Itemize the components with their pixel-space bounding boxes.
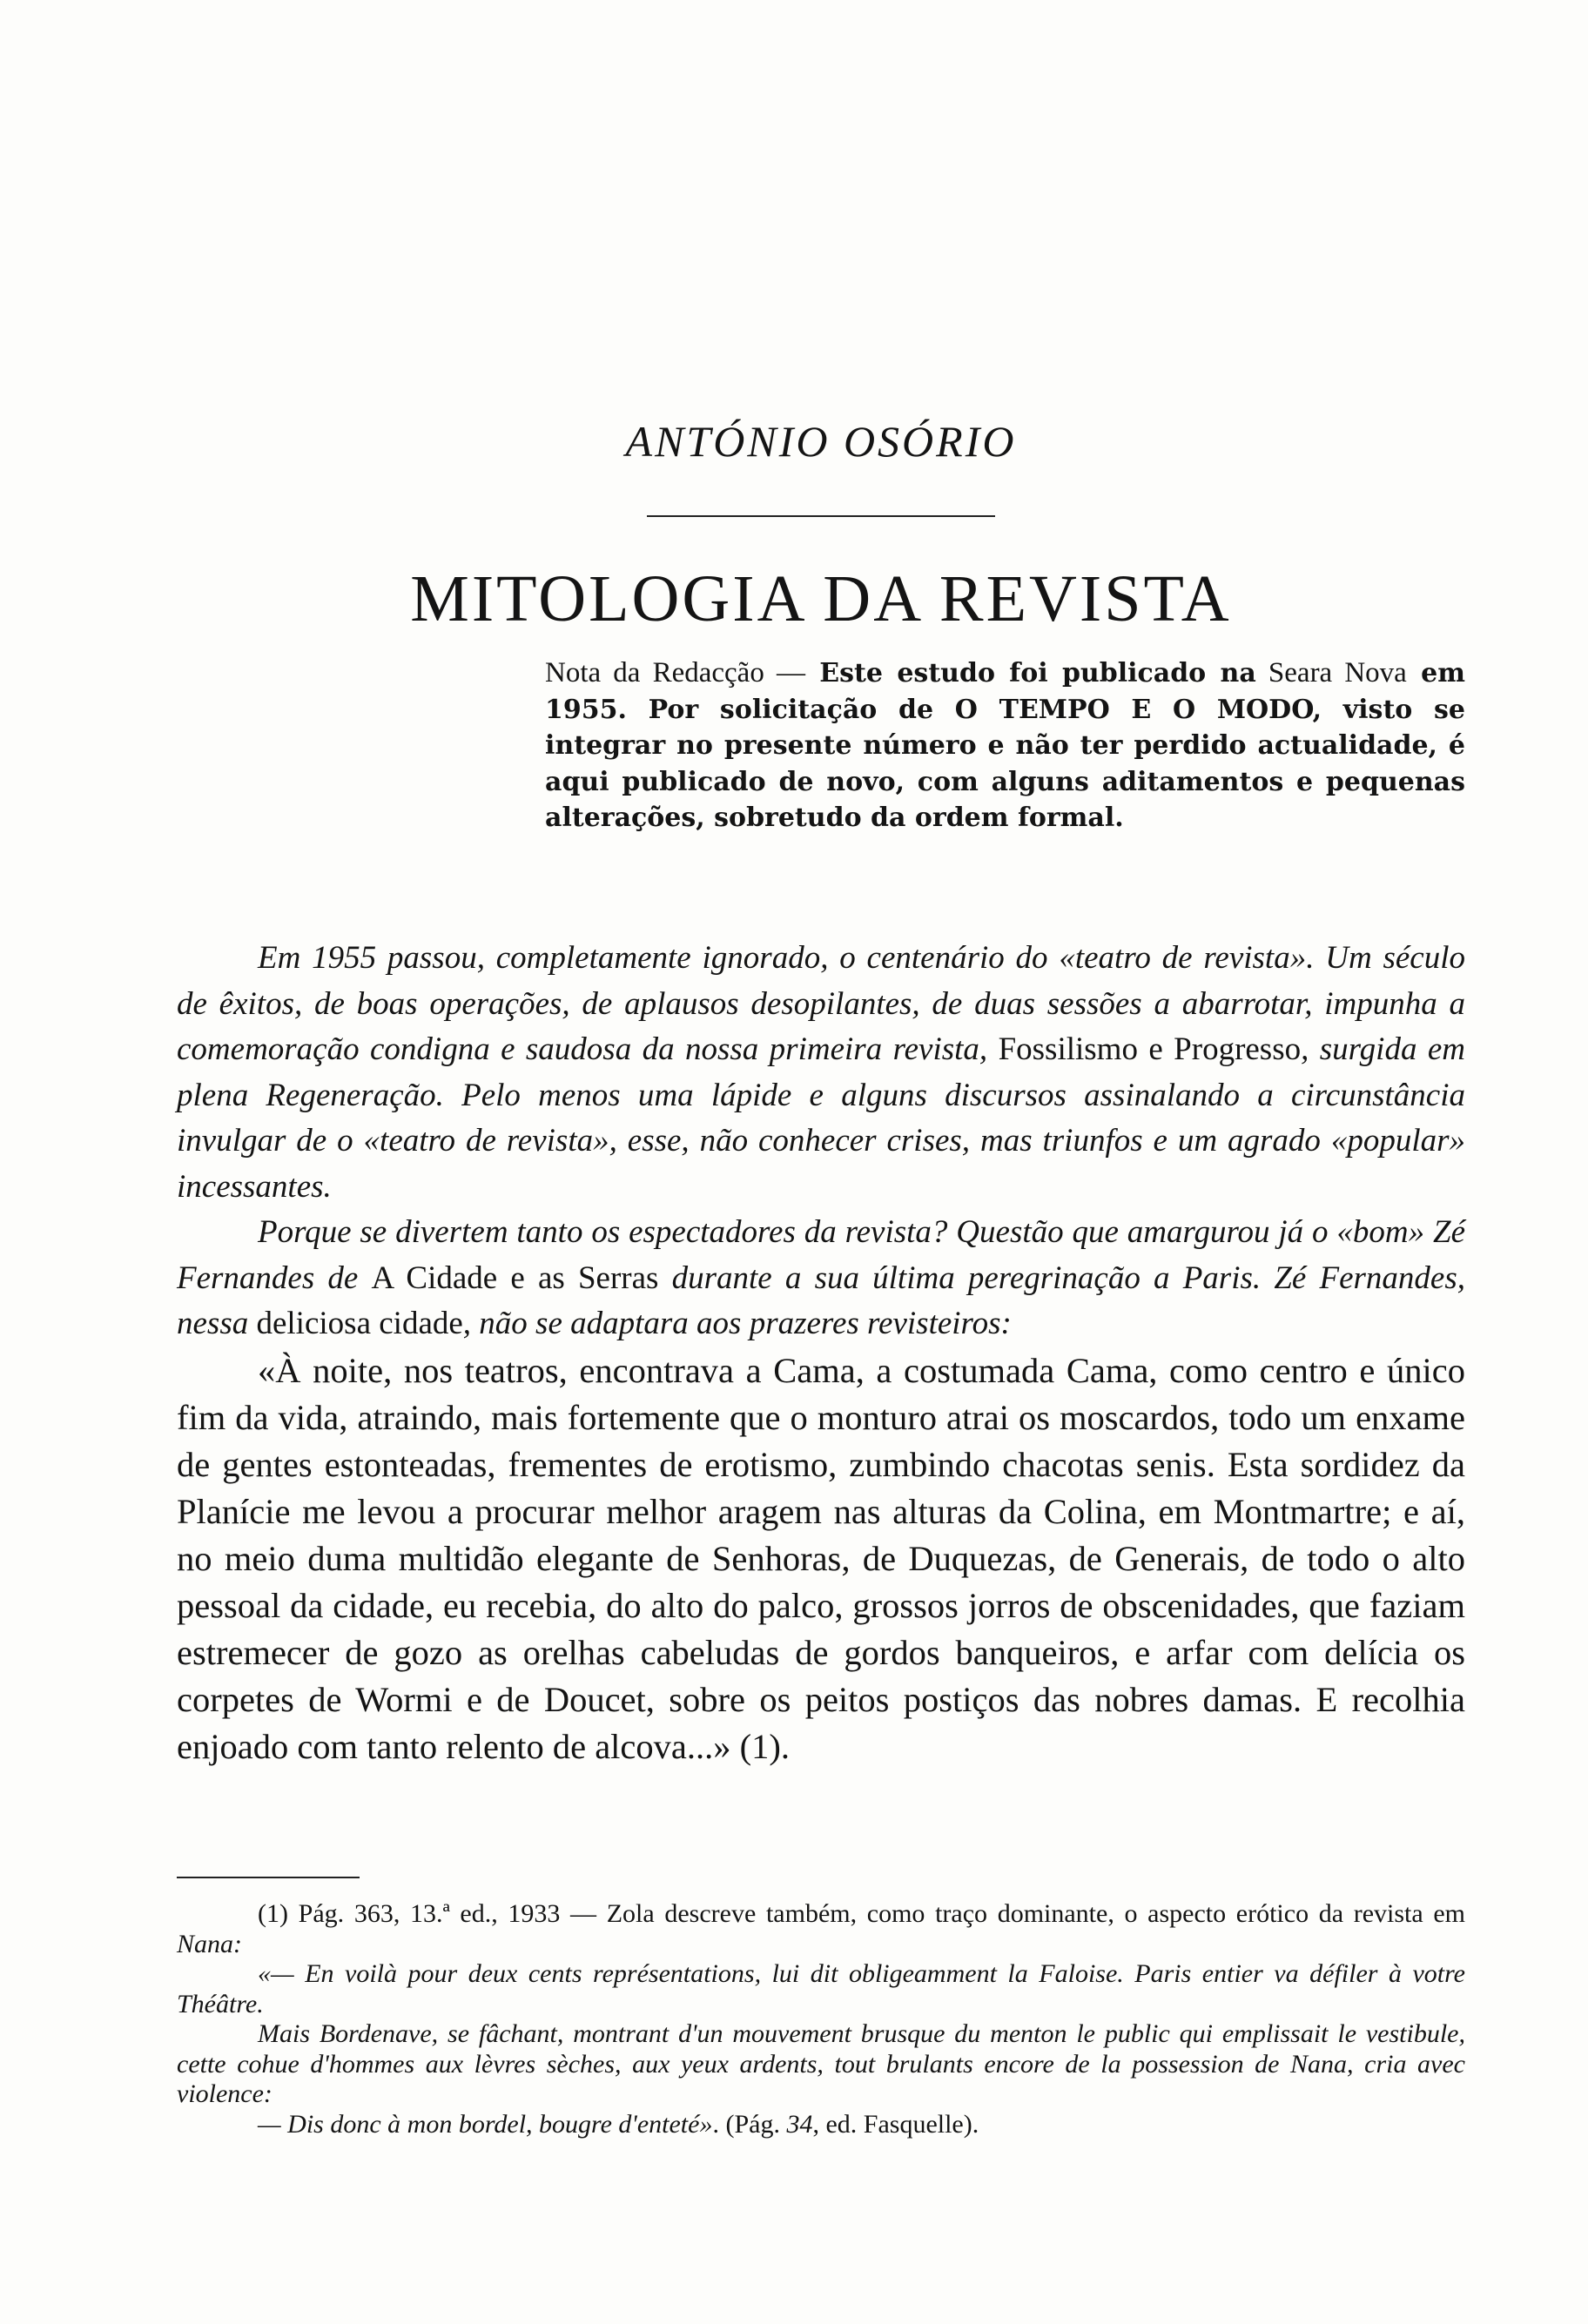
quotation <box>177 1347 1465 1770</box>
editor-note-journal: Seara Nova <box>1255 657 1407 688</box>
paragraph-1-b: , surgida em plena Regeneração. Pelo menos uma lápide e alguns discursos assinalando a circunstância invulgar de o «teatro de revista», esse, não conhecer crises, mas triunfos e um agrado «popular» incessantes. <box>177 1031 1465 1205</box>
footnote-quote-2 <box>177 2019 1465 2110</box>
footnote-rule <box>177 1877 360 1878</box>
article-title: MITOLOGIA DA REVISTA <box>410 562 1232 635</box>
footnote-quote-3-c: , ed. Fasquelle). <box>812 2109 979 2139</box>
footnote-1-work: Nana: <box>177 1929 242 1958</box>
paragraph-2-a: Porque se divertem tanto os espectadores da revista? Questão que amargurou já o «bom» Zé Fernandes de <box>177 1214 1465 1296</box>
paragraph-2-b: durante a sua última peregrinação a Paris. Zé Fernandes, nessa <box>177 1259 1465 1341</box>
paragraph-2-c: , não se adaptara aos prazeres revisteiros: <box>462 1306 1012 1341</box>
footnote-quote-2-text: Mais Bordenave, se fâchant, montrant d'un mouvement brusque du menton le public qui emplissait le vestibule, cette cohue d'hommes aux lèvres sèches, aux yeux ardents, tout brulants encore de la possession de Nana, cria avec violence: <box>177 2019 1465 2108</box>
footnote-quote-3 <box>177 2110 1465 2140</box>
editor-note-text-1: Este estudo foi publicado na <box>804 658 1256 688</box>
footnote-1 <box>177 1899 1465 1959</box>
footnote-1-a: Pág. 363, 13.ª ed., 1933 — Zola descreve também, como traço dominante, o aspecto erótico da revista em <box>287 1899 1465 1928</box>
paragraph-1-a: Em 1955 passou, completamente ignorado, o centenário do «teatro de revista». Um século de êxitos, de boas operações, de aplausos desopilantes, de duas sessões a abarrotar, impunha a comemoração condigna e saudosa da nossa primeira revista, <box>177 940 1465 1067</box>
footnote-reference: (1). <box>730 1726 790 1766</box>
footnote-quote-3-page: 34 <box>786 2109 813 2139</box>
paragraph-1-work: Fossilismo e Progresso <box>998 1031 1302 1067</box>
quotation-text: «À noite, nos teatros, encontrava a Cama, a costumada Cama, como centro e único fim da vida, atraindo, mais fortemente que o monturo atrai os moscardos, todo um enxame de gentes estonteadas, frementes de erotismo, zumbindo chacotas senis. Esta sordidez da Planície me levou a procurar melhor aragem nas alturas da Colina, em Montmartre; e aí, no meio duma multidão elegante de Senhoras, de Duquezas, de Generais, de todo o alto pessoal da cidade, eu recebia, do alto do palco, grossos jorros de obscenidades, que faziam estremecer de gozo as orelhas cabeludas de gordos banqueiros, e arfar com delícia os corpetes de Wormi e de Doucet, sobre os peitos postiços das nobres damas. E recolhia enjoado com tanto relento de alcova...» <box>177 1350 1465 1766</box>
paragraph-2 <box>177 1210 1465 1347</box>
footnote-quote-3-a: — Dis donc à mon bordel, bougre d'enteté» <box>258 2109 713 2139</box>
footnote-marker: (1) <box>258 1899 288 1928</box>
title-rule <box>647 515 995 517</box>
editor-note-lead: Nota da Redacção — <box>545 657 805 688</box>
footnote-quote-3-b: . (Pág. <box>712 2109 787 2139</box>
paragraph-2-work: A Cidade e as Serras <box>371 1259 659 1296</box>
paragraph-2-word: deliciosa cidade <box>256 1306 463 1341</box>
footnote-quote-1 <box>177 1959 1465 2019</box>
body-text <box>177 936 1465 1770</box>
editor-note-text-2: em 1955. Por solicitação de O TEMPO E O MODO, visto se integrar no presente número e não ter perdido actualidade, é aqui publicado de novo, com alguns aditamentos e pequenas alterações, sobretudo da ordem formal. <box>545 658 1465 833</box>
footnotes <box>177 1899 1465 2139</box>
footnote-quote-1-text: «— En voilà pour deux cents représentations, lui dit obligeamment la Faloise. Paris entier va défiler à votre Théâtre. <box>177 1959 1465 2018</box>
paragraph-1 <box>177 936 1465 1210</box>
author-name: ANTÓNIO OSÓRIO <box>625 417 1017 466</box>
editor-note <box>545 655 1465 836</box>
